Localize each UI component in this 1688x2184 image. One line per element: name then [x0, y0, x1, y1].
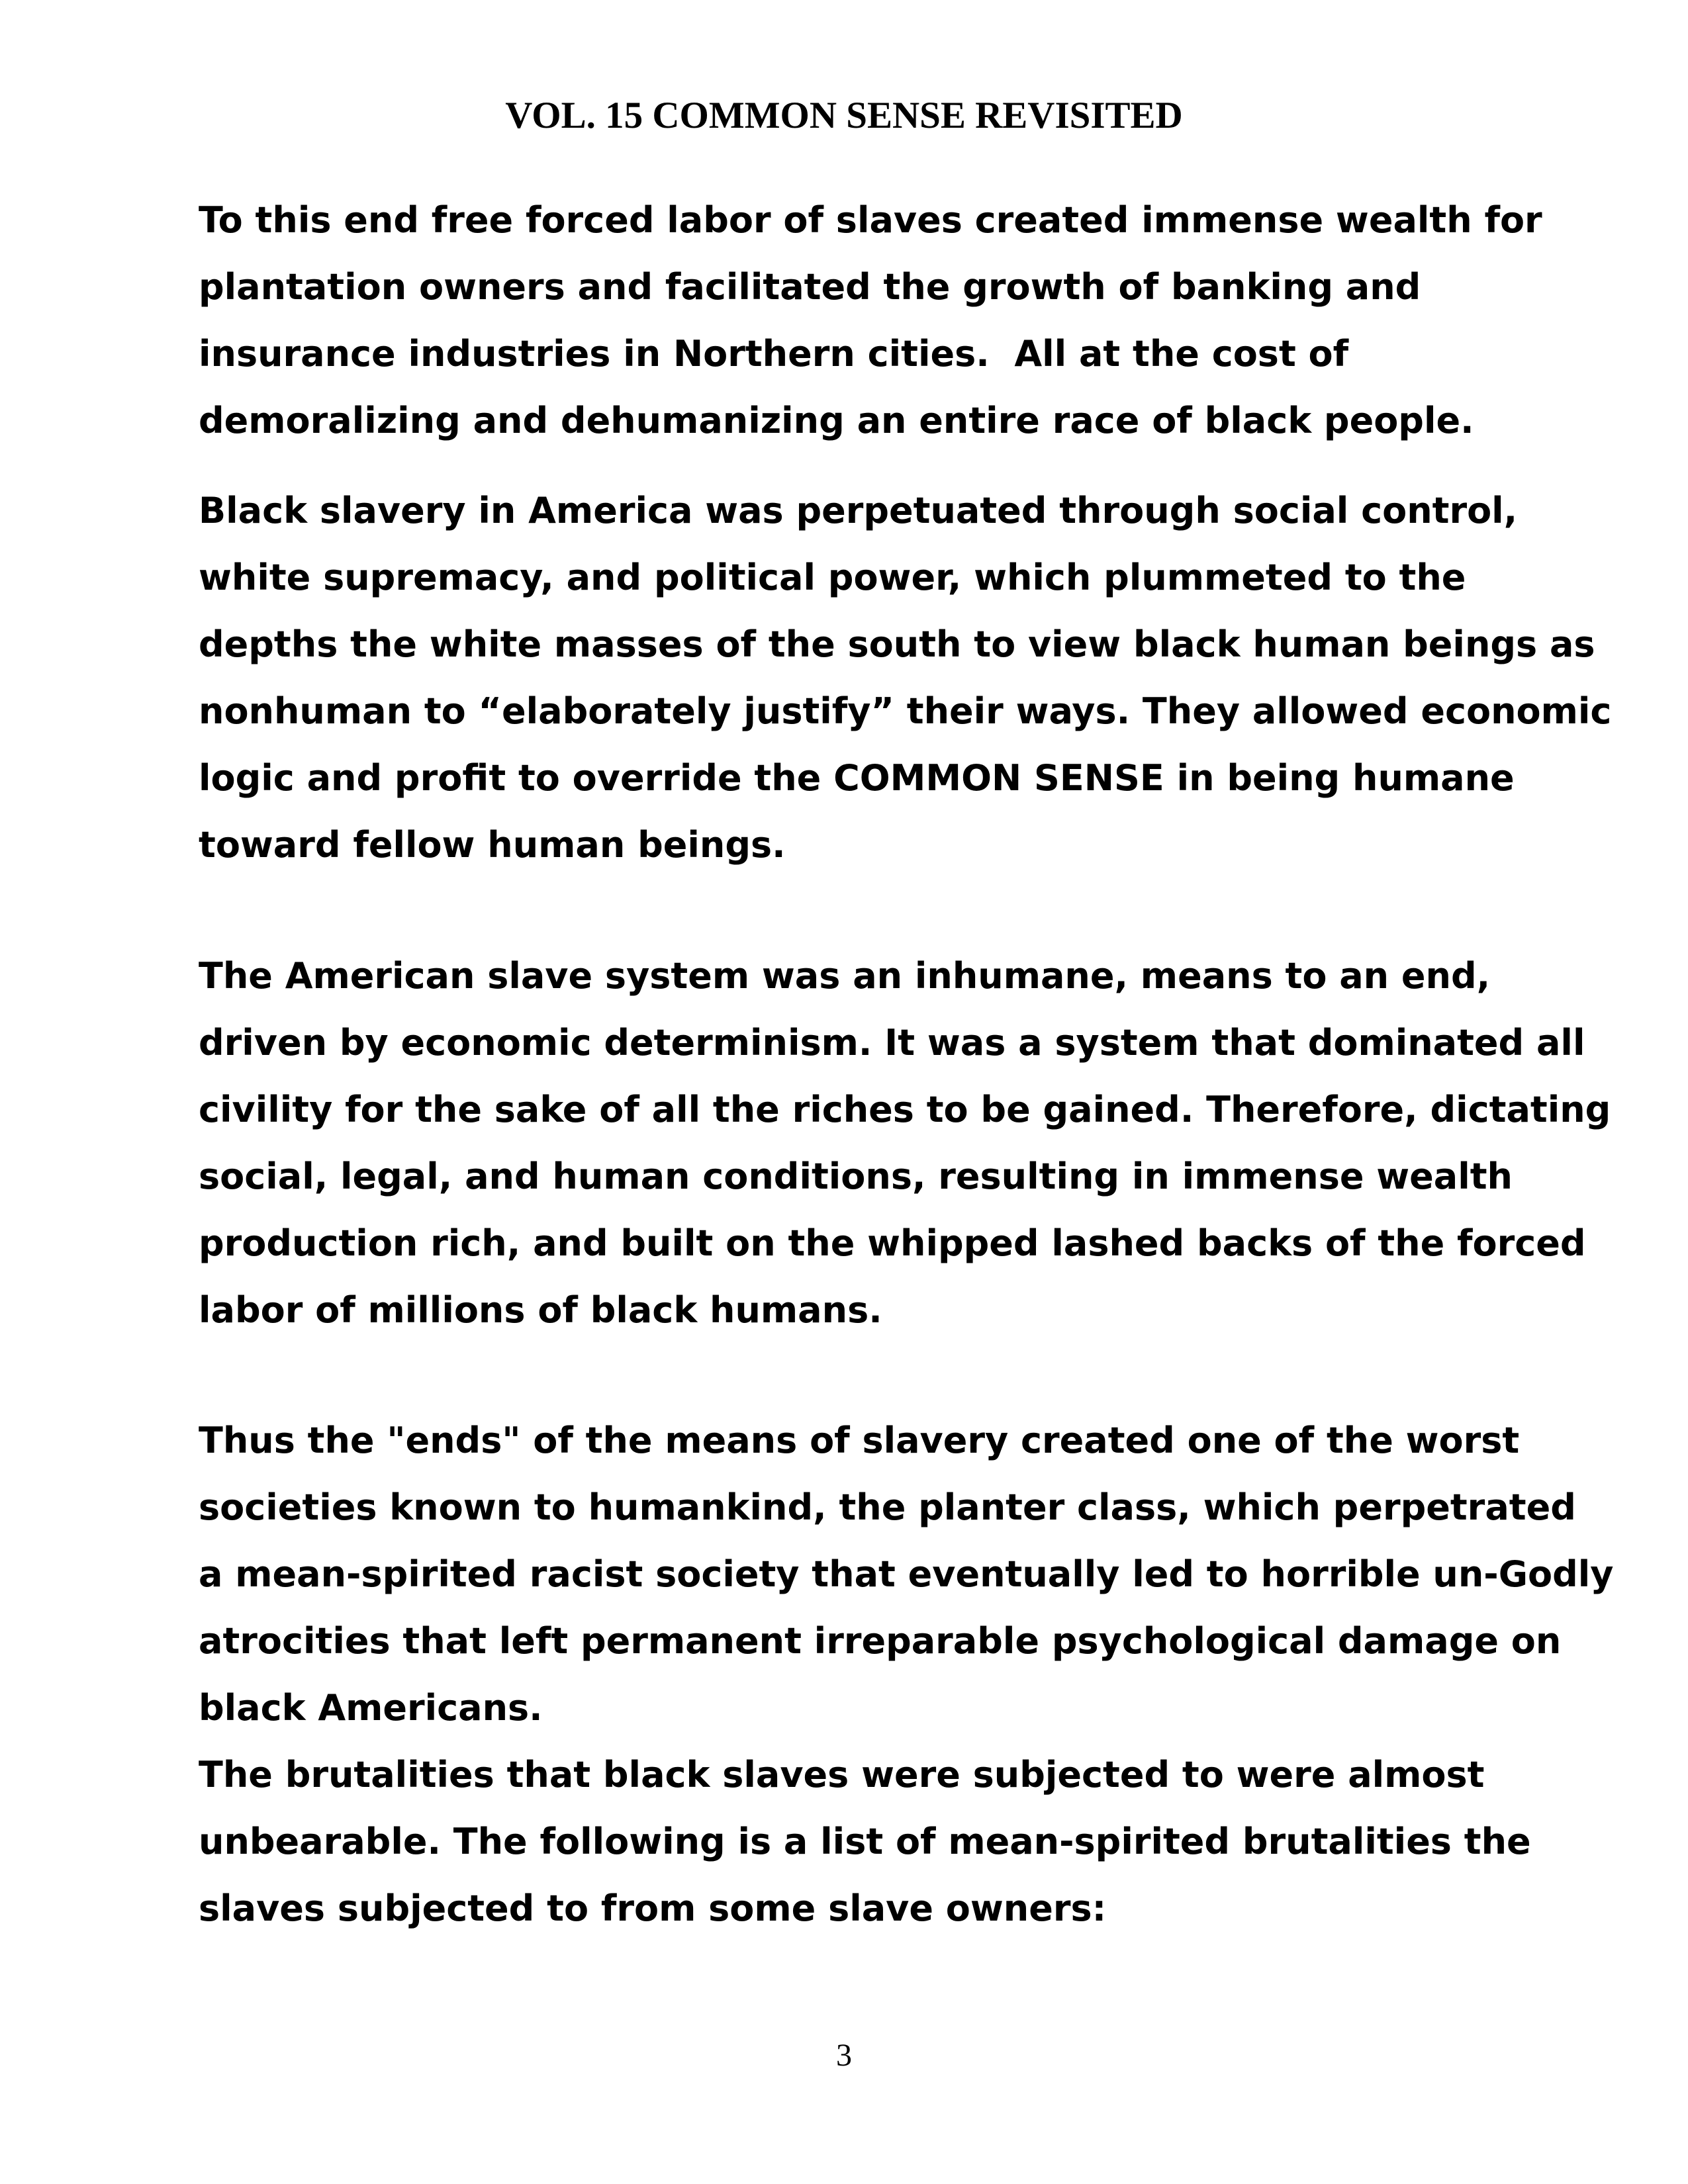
text-line: unbearable. The following is a list of mean-spirited brutalities the — [199, 1821, 1531, 1862]
text-line: Thus the "ends" of the means of slavery created one of the worst — [199, 1420, 1520, 1461]
text-line: plantation owners and facilitated the growth of banking and — [199, 266, 1421, 308]
text-line: labor of millions of black humans. — [199, 1289, 882, 1331]
text-line: a mean-spirited racist society that eventually led to horrible un-Godly — [199, 1553, 1614, 1595]
text-line: slaves subjected to from some slave owners: — [199, 1888, 1107, 1929]
text-line: production rich, and built on the whipped lashed backs of the forced — [199, 1222, 1586, 1264]
text-line: depths the white masses of the south to view black human beings as — [199, 623, 1595, 665]
paragraph-5 — [199, 1742, 1556, 1950]
text-line: white supremacy, and political power, which plummeted to the — [199, 557, 1466, 598]
text-line: To this end free forced labor of slaves created immense wealth for — [199, 199, 1542, 241]
text-line: societies known to humankind, the planter class, which perpetrated — [199, 1486, 1576, 1528]
text-line: The American slave system was an inhumane, means to an end, — [199, 955, 1491, 997]
text-line: The brutalities that black slaves were subjected to were almost — [199, 1754, 1485, 1796]
text-line: driven by economic determinism. It was a system that dominated all — [199, 1022, 1585, 1064]
paragraph-4 — [199, 1408, 1614, 1729]
text-line: black Americans. — [199, 1687, 543, 1729]
text-line: toward fellow human beings. — [199, 824, 786, 866]
page-number: 3 — [836, 2038, 852, 2073]
text-line: Black slavery in America was perpetuated through social control, — [199, 490, 1518, 531]
paragraph-3 — [199, 943, 1611, 1331]
text-line: atrocities that left permanent irreparable psychological damage on — [199, 1620, 1562, 1662]
text-line: demoralizing and dehumanizing an entire race of black people. — [199, 400, 1474, 441]
paragraph-2 — [199, 478, 1612, 866]
paragraph-1 — [199, 187, 1556, 441]
text-line: nonhuman to “elaborately justify” their ways. They allowed economic — [199, 690, 1612, 732]
text-line: insurance industries in Northern cities. All at the cost of — [199, 333, 1349, 375]
text-line: social, legal, and human conditions, resulting in immense wealth — [199, 1156, 1513, 1197]
text-line: civility for the sake of all the riches to be gained. Therefore, dictating — [199, 1089, 1611, 1130]
text-line: logic and profit to override the COMMON SENSE in being humane — [199, 757, 1515, 799]
running-header: VOL. 15 COMMON SENSE REVISITED — [505, 95, 1183, 136]
